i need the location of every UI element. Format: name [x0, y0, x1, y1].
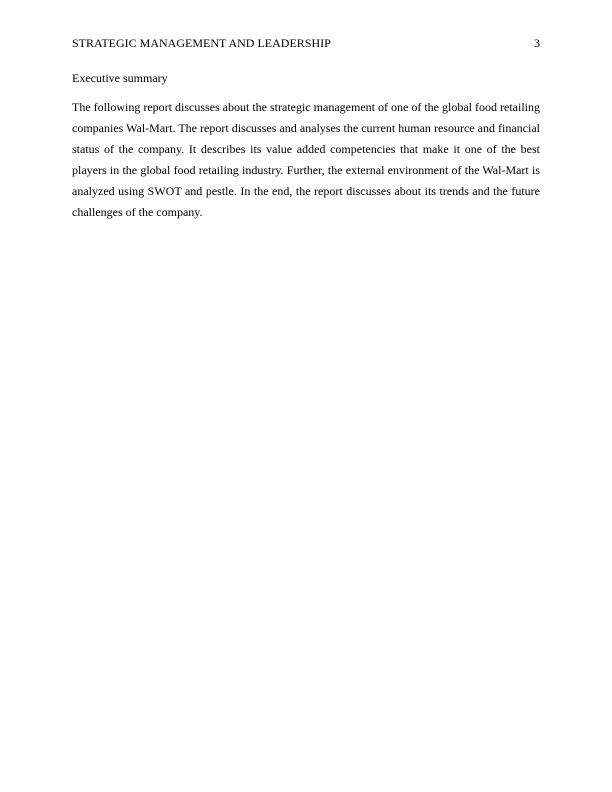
page-number: 3: [534, 36, 540, 50]
running-head: STRATEGIC MANAGEMENT AND LEADERSHIP: [72, 36, 331, 50]
body-paragraph: The following report discusses about the strategic management of one of the global food retailing companies Wal-Mart. The report discusses and analyses the current human resource and financial status of the company. It describes its value added competencies that make it one of the best players in the global food retailing industry. Further, the external environment of the Wal-Mart is analyzed using SWOT and pestle. In the end, the report discusses about its trends and the future challenges of the company.: [72, 100, 540, 219]
section-heading: Executive summary: [72, 71, 168, 85]
